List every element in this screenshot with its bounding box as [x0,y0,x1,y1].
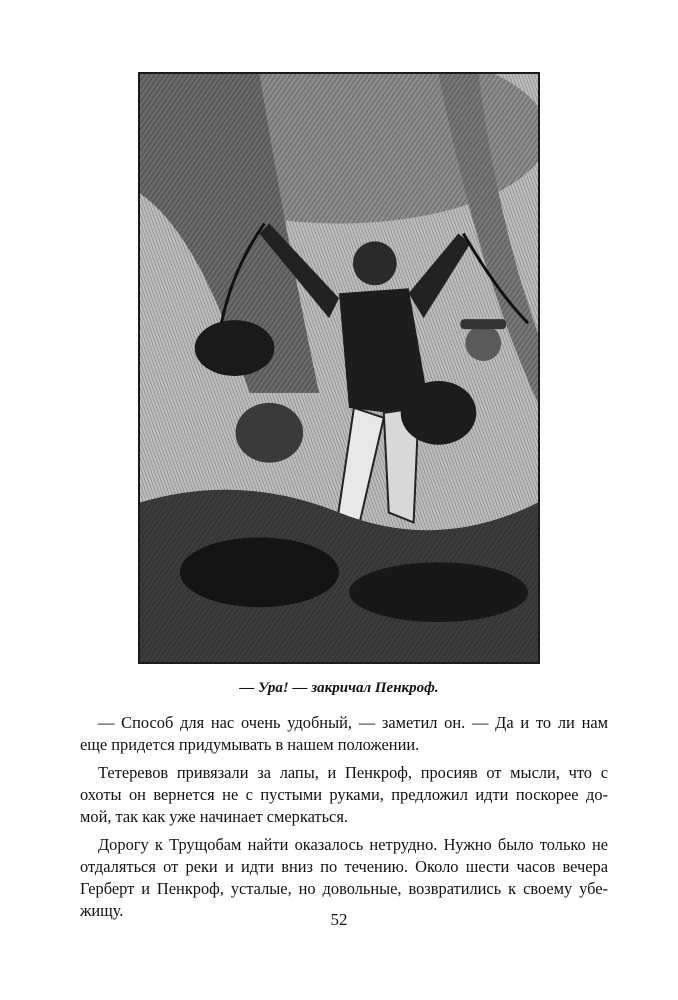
page-number: 52 [330,910,348,929]
paragraph-3 [80,834,608,922]
text-line: мой, так как уже начинает смеркаться. [80,807,348,826]
text-line: отдаляться от реки и идти вниз по течению. Около шести часов вечера [80,857,608,876]
paragraph-1 [80,712,608,756]
body-text [80,712,608,928]
text-line: Герберт и Пенкроф, усталые, но довольные, возвратились к своему убе- [80,879,608,898]
text-line: — Способ для нас очень удобный, — заметил он. — Да и то ли нам [98,713,608,732]
illustration-caption: — Ура! — закричал Пенкроф. [239,680,439,696]
text-line: охоты он вернется не с пустыми руками, предложил идти поскорее до- [80,785,608,804]
text-line: еще придется придумывать в нашем положении. [80,735,420,754]
text-line: жищу. [80,901,124,920]
text-line: Дорогу к Трущобам найти оказалось нетрудно. Нужно было только не [98,835,608,854]
engraving-illustration-icon [140,74,538,662]
engraving-illustration [138,72,540,664]
text-line: Тетеревов привязали за лапы, и Пенкроф, просияв от мысли, что с [98,763,608,782]
paragraph-2 [80,762,608,828]
